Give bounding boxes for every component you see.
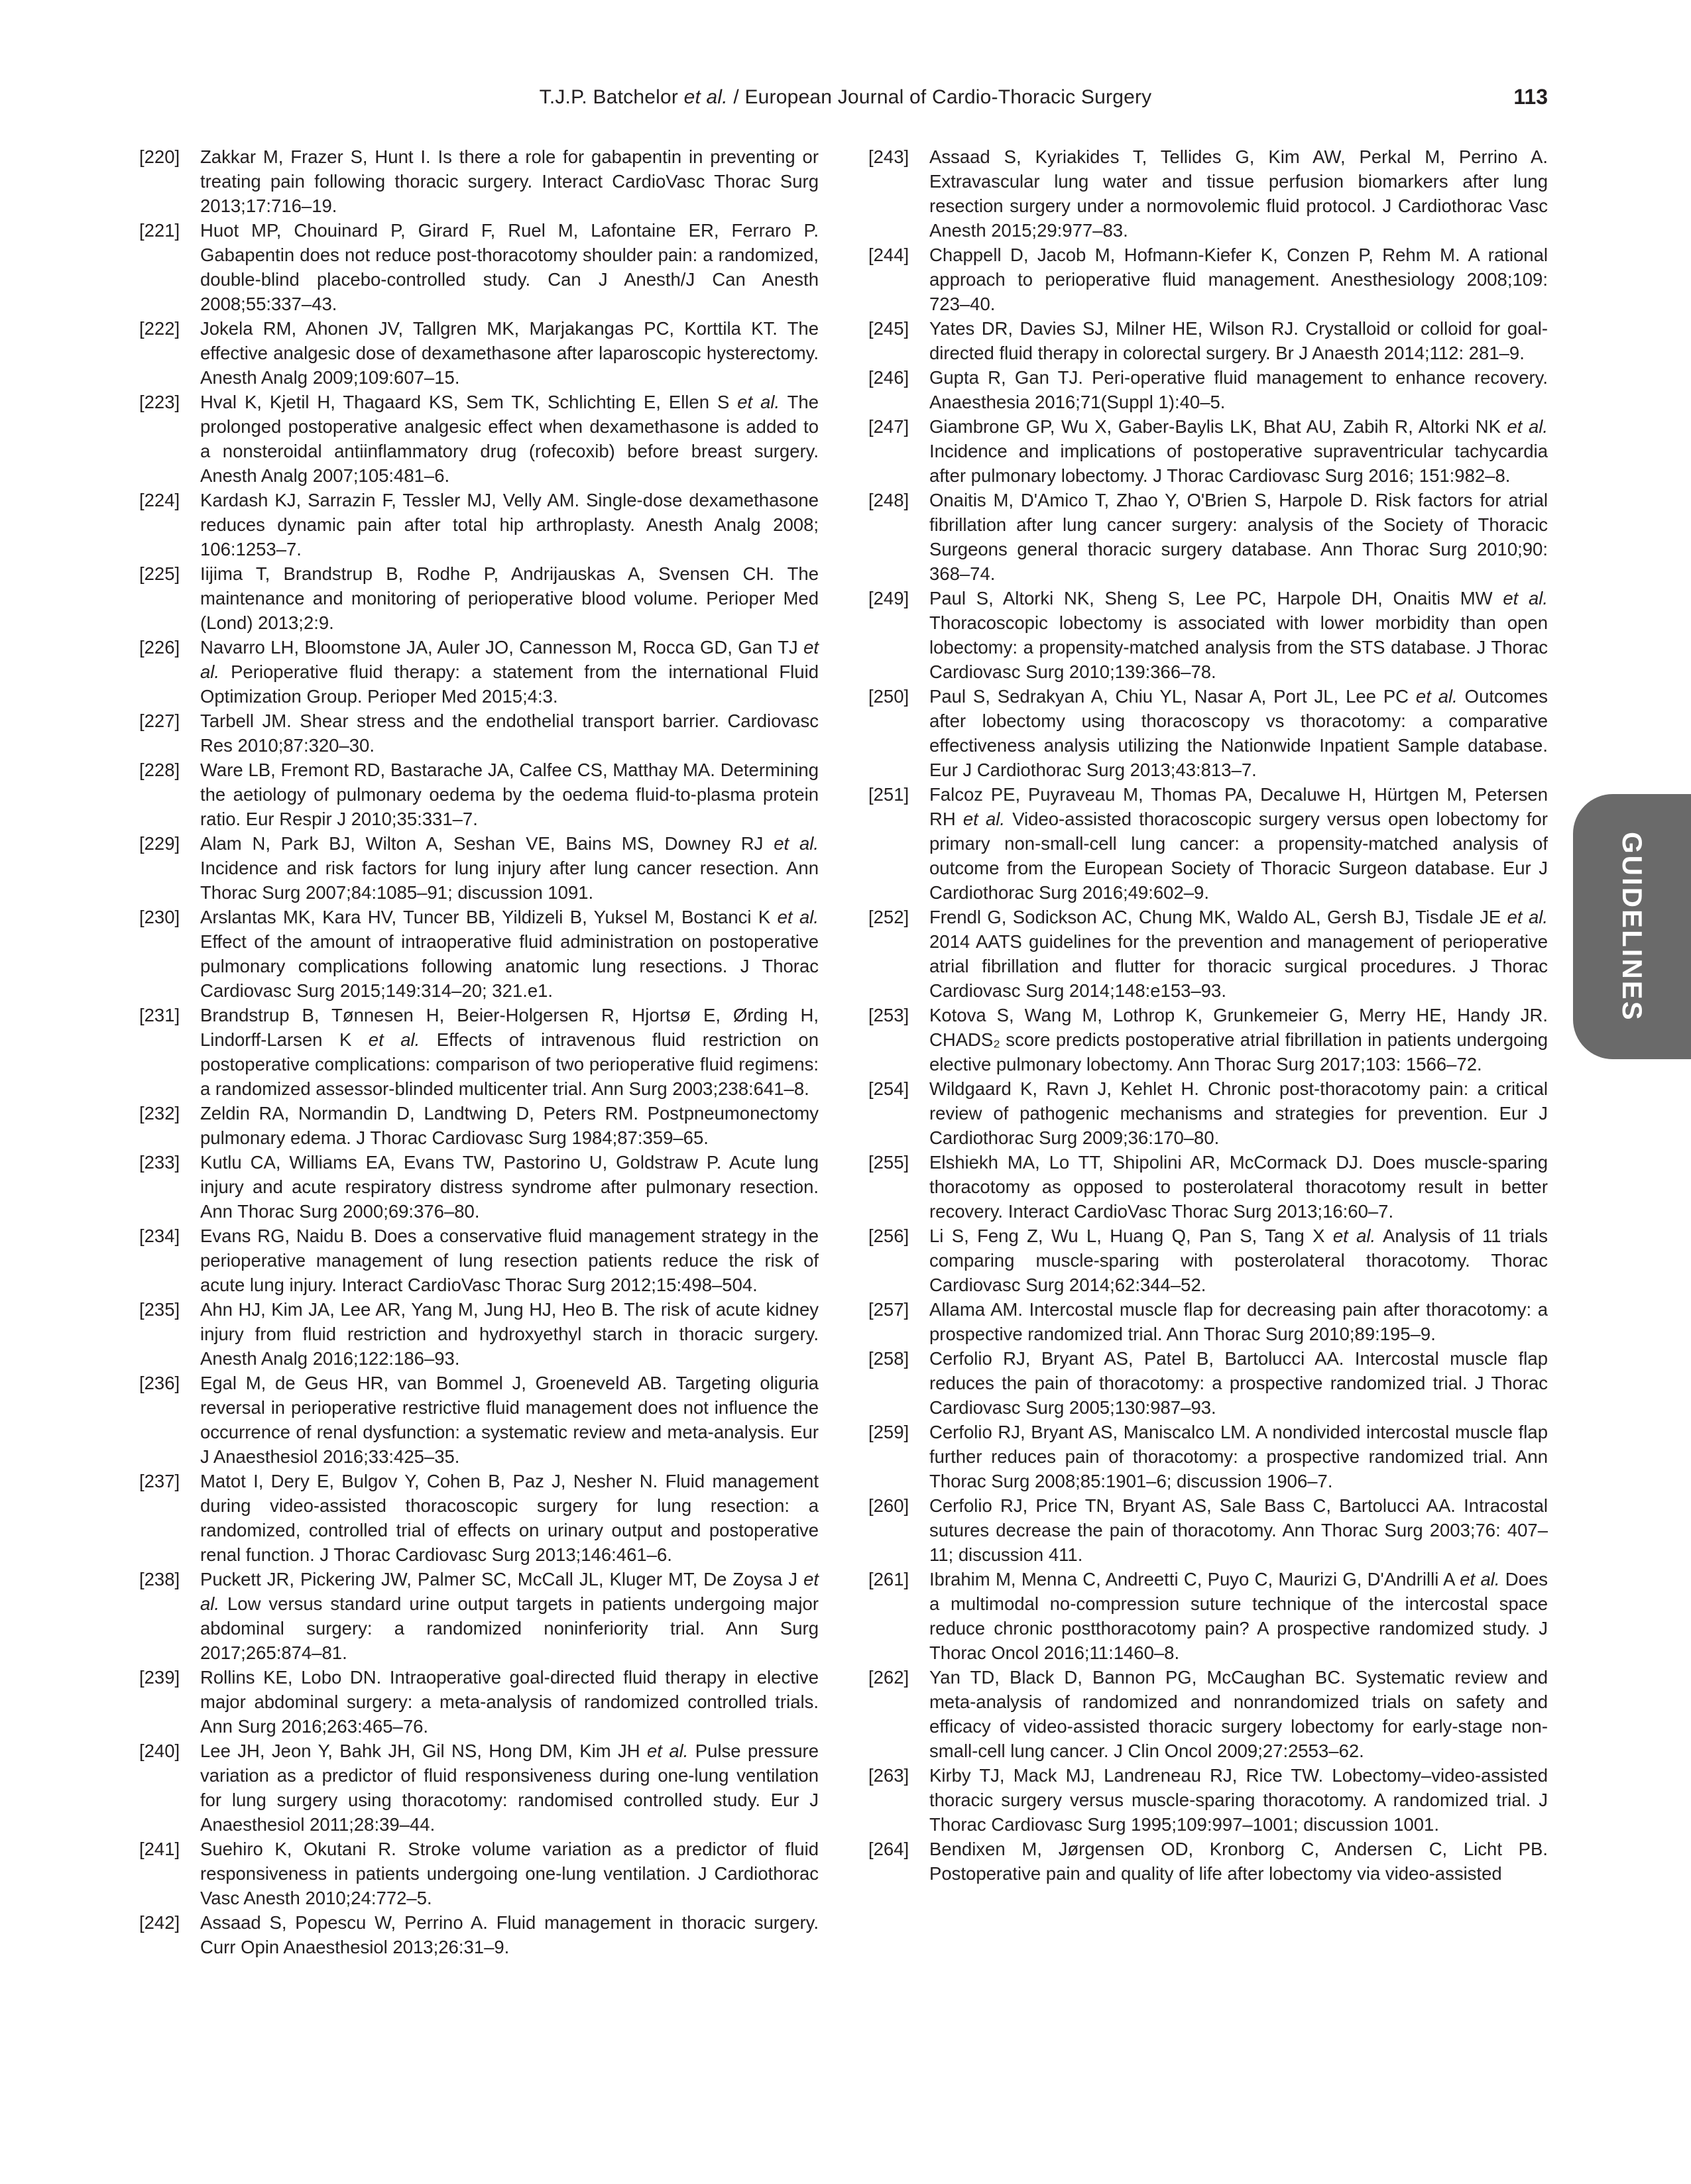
reference-item: [139, 1739, 819, 1837]
reference-item: [139, 758, 819, 831]
reference-number: [240]: [139, 1741, 180, 1761]
reference-text: Paul S, Altorki NK, Sheng S, Lee PC, Harpole DH, Onaitis MW et al. Thoracoscopic lobectomy is associated with lower morbidity than open lobectomy: a propensity-matched analysis from the STS database. J Thorac Cardiovasc Surg 2010;139:366–78.: [929, 588, 1548, 682]
reference-number: [249]: [868, 588, 909, 608]
reference-number: [232]: [139, 1103, 180, 1123]
reference-text: Chappell D, Jacob M, Hofmann-Kiefer K, Conzen P, Rehm M. A rational approach to perioperative fluid management. Anesthesiology 2008;109: 723–40.: [929, 245, 1548, 314]
reference-number: [247]: [868, 416, 909, 437]
reference-item: [868, 782, 1548, 905]
reference-number: [264]: [868, 1839, 909, 1859]
reference-item: [868, 1076, 1548, 1150]
reference-number: [239]: [139, 1667, 180, 1688]
reference-text: Allama AM. Intercostal muscle flap for decreasing pain after thoracotomy: a prospective randomized trial. Ann Thorac Surg 2010;89:195–9.: [929, 1299, 1548, 1344]
reference-item: [868, 1837, 1548, 1886]
reference-number: [230]: [139, 907, 180, 927]
reference-text: Cerfolio RJ, Bryant AS, Patel B, Bartolucci AA. Intercostal muscle flap reduces the pain of thoracotomy: a prospective randomized trial. J Thorac Cardiovasc Surg 2005;130:987–93.: [929, 1348, 1548, 1418]
reference-text: Evans RG, Naidu B. Does a conservative fluid management strategy in the perioperative management of lung resection patients reduce the risk of acute lung injury. Interact CardioVasc Thorac Surg 2012;15:498–504.: [200, 1226, 819, 1295]
reference-text: Li S, Feng Z, Wu L, Huang Q, Pan S, Tang X et al. Analysis of 11 trials comparing muscle-sparing with posterolateral thoracotomy. Thorac Cardiovasc Surg 2014;62:344–52.: [929, 1226, 1548, 1295]
reference-item: [868, 243, 1548, 316]
running-head: [0, 86, 1691, 109]
reference-item: [868, 1665, 1548, 1763]
reference-text: Falcoz PE, Puyraveau M, Thomas PA, Decaluwe H, Hürtgen M, Petersen RH et al. Video-assisted thoracoscopic surgery versus open lobectomy for primary non-small-cell lung cancer: a propensity-matched analysis of outcome from the European Society of Thoracic Surgeon database. Eur J Cardiothorac Surg 2016;49:602–9.: [929, 784, 1548, 903]
reference-item: [139, 1567, 819, 1665]
reference-item: [868, 144, 1548, 243]
reference-text: Kardash KJ, Sarrazin F, Tessler MJ, Velly AM. Single-dose dexamethasone reduces dynamic pain after total hip arthroplasty. Anesth Analg 2008; 106:1253–7.: [200, 490, 819, 559]
page-number: 113: [1513, 85, 1548, 109]
reference-text: Yates DR, Davies SJ, Milner HE, Wilson RJ. Crystalloid or colloid for goal-directed fluid therapy in colorectal surgery. Br J Anaesth 2014;112: 281–9.: [929, 318, 1548, 363]
reference-item: [139, 1371, 819, 1469]
reference-number: [255]: [868, 1152, 909, 1173]
reference-number: [250]: [868, 686, 909, 707]
running-head-journal: / European Journal of Cardio-Thoracic Surgery: [727, 86, 1152, 108]
reference-item: [139, 316, 819, 390]
reference-number: [260]: [868, 1495, 909, 1516]
reference-number: [253]: [868, 1005, 909, 1025]
reference-text: Bendixen M, Jørgensen OD, Kronborg C, Andersen C, Licht PB. Postoperative pain and quality of life after lobectomy via video-assisted: [929, 1839, 1548, 1884]
reference-number: [241]: [139, 1839, 180, 1859]
reference-number: [256]: [868, 1226, 909, 1246]
reference-number: [246]: [868, 367, 909, 388]
reference-number: [238]: [139, 1569, 180, 1589]
reference-number: [231]: [139, 1005, 180, 1025]
reference-number: [226]: [139, 637, 180, 658]
reference-text: Kutlu CA, Williams EA, Evans TW, Pastorino U, Goldstraw P. Acute lung injury and acute respiratory distress syndrome after pulmonary resection. Ann Thorac Surg 2000;69:376–80.: [200, 1152, 819, 1222]
reference-text: Kirby TJ, Mack MJ, Landreneau RJ, Rice TW. Lobectomy–video-assisted thoracic surgery versus muscle-sparing thoracotomy. A randomized trial. J Thorac Cardiovasc Surg 1995;109:997–1001; discussion 1001.: [929, 1765, 1548, 1835]
reference-number: [233]: [139, 1152, 180, 1173]
reference-item: [139, 1665, 819, 1739]
reference-item: [139, 1003, 819, 1101]
guidelines-tab: [1573, 794, 1691, 1059]
reference-number: [220]: [139, 146, 180, 167]
reference-item: [139, 1150, 819, 1224]
reference-text: Frendl G, Sodickson AC, Chung MK, Waldo AL, Gersh BJ, Tisdale JE et al. 2014 AATS guidelines for the prevention and management of perioperative atrial fibrillation and flutter for thoracic surgical procedures. J Thorac Cardiovasc Surg 2014;148:e153–93.: [929, 907, 1548, 1001]
reference-item: [868, 1763, 1548, 1837]
reference-number: [257]: [868, 1299, 909, 1320]
reference-text: Alam N, Park BJ, Wilton A, Seshan VE, Bains MS, Downey RJ et al. Incidence and risk factors for lung injury after lung cancer resection. Ann Thorac Surg 2007;84:1085–91; discussion 1091.: [200, 833, 819, 903]
reference-text: Zeldin RA, Normandin D, Landtwing D, Peters RM. Postpneumonectomy pulmonary edema. J Thorac Cardiovasc Surg 1984;87:359–65.: [200, 1103, 819, 1148]
reference-text: Assaad S, Kyriakides T, Tellides G, Kim AW, Perkal M, Perrino A. Extravascular lung water and tissue perfusion biomarkers after lung resection surgery under a normovolemic fluid protocol. J Cardiothorac Vasc Anesth 2015;29:977–83.: [929, 146, 1548, 241]
running-head-author: T.J.P. Batchelor: [539, 86, 684, 108]
reference-text: Onaitis M, D'Amico T, Zhao Y, O'Brien S, Harpole D. Risk factors for atrial fibrillation after lung cancer surgery: analysis of the Society of Thoracic Surgeons general thoracic surgery database. Ann Thorac Surg 2010;90: 368–74.: [929, 490, 1548, 584]
reference-text: Ahn HJ, Kim JA, Lee AR, Yang M, Jung HJ, Heo B. The risk of acute kidney injury from fluid restriction and hydroxyethyl starch in thoracic surgery. Anesth Analg 2016;122:186–93.: [200, 1299, 819, 1369]
reference-number: [223]: [139, 392, 180, 412]
reference-number: [262]: [868, 1667, 909, 1688]
reference-text: Navarro LH, Bloomstone JA, Auler JO, Cannesson M, Rocca GD, Gan TJ et al. Perioperative fluid therapy: a statement from the international Fluid Optimization Group. Perioper Med 2015;4:3.: [200, 637, 819, 707]
reference-number: [237]: [139, 1471, 180, 1491]
references-column-left: [139, 144, 819, 1959]
reference-text: Ware LB, Fremont RD, Bastarache JA, Calfee CS, Matthay MA. Determining the aetiology of pulmonary oedema by the oedema fluid-to-plasma protein ratio. Eur Respir J 2010;35:331–7.: [200, 760, 819, 829]
reference-number: [221]: [139, 220, 180, 241]
reference-text: Huot MP, Chouinard P, Girard F, Ruel M, Lafontaine ER, Ferraro P. Gabapentin does not reduce post-thoracotomy shoulder pain: a randomized, double-blind placebo-controlled study. Can J Anesth/J Can Anesth 2008;55:337–43.: [200, 220, 819, 314]
reference-text: Gupta R, Gan TJ. Peri-operative fluid management to enhance recovery. Anaesthesia 2016;71(Suppl 1):40–5.: [929, 367, 1548, 412]
reference-item: [868, 1297, 1548, 1346]
reference-number: [248]: [868, 490, 909, 510]
reference-number: [225]: [139, 563, 180, 584]
reference-text: Zakkar M, Frazer S, Hunt I. Is there a role for gabapentin in preventing or treating pain following thoracic surgery. Interact CardioVasc Thorac Surg 2013;17:716–19.: [200, 146, 819, 216]
reference-text: Yan TD, Black D, Bannon PG, McCaughan BC. Systematic review and meta-analysis of randomized and nonrandomized trials on safety and efficacy of video-assisted thoracic surgery lobectomy for early-stage non-small-cell lung cancer. J Clin Oncol 2009;27:2553–62.: [929, 1667, 1548, 1761]
reference-number: [236]: [139, 1373, 180, 1393]
reference-item: [868, 1346, 1548, 1420]
reference-number: [245]: [868, 318, 909, 339]
reference-item: [868, 586, 1548, 684]
reference-item: [139, 561, 819, 635]
reference-item: [139, 390, 819, 488]
reference-number: [244]: [868, 245, 909, 265]
reference-item: [868, 1150, 1548, 1224]
reference-text: Suehiro K, Okutani R. Stroke volume variation as a predictor of fluid responsiveness in patients undergoing one-lung ventilation. J Cardiothorac Vasc Anesth 2010;24:772–5.: [200, 1839, 819, 1908]
reference-item: [139, 1469, 819, 1567]
reference-item: [139, 635, 819, 709]
reference-number: [234]: [139, 1226, 180, 1246]
reference-number: [261]: [868, 1569, 909, 1589]
reference-text: Lee JH, Jeon Y, Bahk JH, Gil NS, Hong DM, Kim JH et al. Pulse pressure variation as a predictor of fluid responsiveness during one-lung ventilation for lung surgery using thoracotomy: randomised controlled study. Eur J Anaesthesiol 2011;28:39–44.: [200, 1741, 819, 1835]
reference-text: Elshiekh MA, Lo TT, Shipolini AR, McCormack DJ. Does muscle-sparing thoracotomy as opposed to posterolateral thoracotomy result in better recovery. Interact CardioVasc Thorac Surg 2013;16:60–7.: [929, 1152, 1548, 1222]
reference-text: Egal M, de Geus HR, van Bommel J, Groeneveld AB. Targeting oliguria reversal in perioperative restrictive fluid management does not influence the occurrence of renal dysfunction: a systematic review and meta-analysis. Eur J Anaesthesiol 2016;33:425–35.: [200, 1373, 819, 1467]
reference-item: [868, 365, 1548, 414]
reference-item: [139, 144, 819, 218]
reference-item: [139, 218, 819, 316]
reference-item: [139, 1910, 819, 1959]
reference-item: [868, 488, 1548, 586]
reference-item: [868, 316, 1548, 365]
reference-item: [139, 1837, 819, 1910]
reference-item: [139, 488, 819, 561]
reference-text: Ibrahim M, Menna C, Andreetti C, Puyo C, Maurizi G, D'Andrilli A et al. Does a multimodal no-compression suture technique of the intercostal space reduce chronic postthoracotomy pain? A prospective randomized study. J Thorac Oncol 2016;11:1460–8.: [929, 1569, 1548, 1663]
reference-text: Kotova S, Wang M, Lothrop K, Grunkemeier G, Merry HE, Handy JR. CHADS₂ score predicts postoperative atrial fibrillation in patients undergoing elective pulmonary lobectomy. Ann Thorac Surg 2017;103: 1566–72.: [929, 1005, 1548, 1074]
references-column-right: [868, 144, 1548, 1886]
references-section: [139, 144, 1548, 1959]
reference-item: [139, 831, 819, 905]
reference-item: [868, 414, 1548, 488]
reference-number: [235]: [139, 1299, 180, 1320]
reference-item: [139, 905, 819, 1003]
reference-text: Matot I, Dery E, Bulgov Y, Cohen B, Paz J, Nesher N. Fluid management during video-assisted thoracoscopic surgery for lung resection: a randomized, controlled trial of effects on urinary output and postoperative renal function. J Thorac Cardiovasc Surg 2013;146:461–6.: [200, 1471, 819, 1565]
reference-text: Puckett JR, Pickering JW, Palmer SC, McCall JL, Kluger MT, De Zoysa J et al. Low versus standard urine output targets in patients undergoing major abdominal surgery: a randomized noninferiority trial. Ann Surg 2017;265:874–81.: [200, 1569, 819, 1663]
reference-text: Iijima T, Brandstrup B, Rodhe P, Andrijauskas A, Svensen CH. The maintenance and monitoring of perioperative blood volume. Perioper Med (Lond) 2013;2:9.: [200, 563, 819, 633]
reference-text: Rollins KE, Lobo DN. Intraoperative goal-directed fluid therapy in elective major abdominal surgery: a meta-analysis of randomized controlled trials. Ann Surg 2016;263:465–76.: [200, 1667, 819, 1737]
reference-item: [868, 1420, 1548, 1493]
reference-number: [224]: [139, 490, 180, 510]
reference-number: [227]: [139, 711, 180, 731]
reference-text: Cerfolio RJ, Bryant AS, Maniscalco LM. A nondivided intercostal muscle flap further reduces pain of thoracotomy: a prospective randomized trial. Ann Thorac Surg 2008;85:1901–6; discussion 1906–7.: [929, 1422, 1548, 1491]
reference-text: Assaad S, Popescu W, Perrino A. Fluid management in thoracic surgery. Curr Opin Anaesthesiol 2013;26:31–9.: [200, 1912, 819, 1957]
reference-text: Paul S, Sedrakyan A, Chiu YL, Nasar A, Port JL, Lee PC et al. Outcomes after lobectomy using thoracoscopy vs thoracotomy: a comparative effectiveness analysis utilizing the Nationwide Inpatient Sample database. Eur J Cardiothorac Surg 2013;43:813–7.: [929, 686, 1548, 780]
reference-item: [139, 709, 819, 758]
reference-number: [242]: [139, 1912, 180, 1933]
reference-item: [139, 1101, 819, 1150]
reference-item: [868, 684, 1548, 782]
reference-item: [868, 905, 1548, 1003]
reference-item: [139, 1224, 819, 1297]
reference-number: [263]: [868, 1765, 909, 1786]
reference-item: [868, 1224, 1548, 1297]
reference-item: [868, 1003, 1548, 1076]
reference-text: Wildgaard K, Ravn J, Kehlet H. Chronic post-thoracotomy pain: a critical review of pathogenic mechanisms and strategies for prevention. Eur J Cardiothorac Surg 2009;36:170–80.: [929, 1078, 1548, 1148]
reference-number: [222]: [139, 318, 180, 339]
reference-number: [228]: [139, 760, 180, 780]
reference-text: Giambrone GP, Wu X, Gaber-Baylis LK, Bhat AU, Zabih R, Altorki NK et al. Incidence and implications of postoperative supraventricular tachycardia after pulmonary lobectomy. J Thorac Cardiovasc Surg 2016; 151:982–8.: [929, 416, 1548, 486]
reference-number: [229]: [139, 833, 180, 854]
reference-item: [868, 1567, 1548, 1665]
reference-item: [868, 1493, 1548, 1567]
reference-number: [259]: [868, 1422, 909, 1442]
reference-item: [139, 1297, 819, 1371]
guidelines-tab-label: GUIDELINES: [1617, 831, 1648, 1022]
reference-text: Tarbell JM. Shear stress and the endothelial transport barrier. Cardiovasc Res 2010;87:320–30.: [200, 711, 819, 756]
reference-number: [243]: [868, 146, 909, 167]
reference-text: Jokela RM, Ahonen JV, Tallgren MK, Marjakangas PC, Korttila KT. The effective analgesic dose of dexamethasone after laparoscopic hysterectomy. Anesth Analg 2009;109:607–15.: [200, 318, 819, 388]
reference-number: [258]: [868, 1348, 909, 1369]
reference-text: Arslantas MK, Kara HV, Tuncer BB, Yildizeli B, Yuksel M, Bostanci K et al. Effect of the amount of intraoperative fluid administration on postoperative pulmonary complications following anatomic lung resections. J Thorac Cardiovasc Surg 2015;149:314–20; 321.e1.: [200, 907, 819, 1001]
reference-number: [254]: [868, 1078, 909, 1099]
reference-text: Hval K, Kjetil H, Thagaard KS, Sem TK, Schlichting E, Ellen S et al. The prolonged postoperative analgesic effect when dexamethasone is added to a nonsteroidal antiinflammatory drug (rofecoxib) before breast surgery. Anesth Analg 2007;105:481–6.: [200, 392, 819, 486]
reference-number: [252]: [868, 907, 909, 927]
reference-number: [251]: [868, 784, 909, 805]
reference-text: Brandstrup B, Tønnesen H, Beier-Holgersen R, Hjortsø E, Ørding H, Lindorff-Larsen K et al. Effects of intravenous fluid restriction on postoperative complications: comparison of two perioperative fluid regimens: a randomized assessor-blinded multicenter trial. Ann Surg 2003;238:641–8.: [200, 1005, 819, 1099]
reference-text: Cerfolio RJ, Price TN, Bryant AS, Sale Bass C, Bartolucci AA. Intracostal sutures decrease the pain of thoracotomy. Ann Thorac Surg 2003;76: 407–11; discussion 411.: [929, 1495, 1548, 1565]
running-head-etal: et al.: [683, 86, 728, 108]
